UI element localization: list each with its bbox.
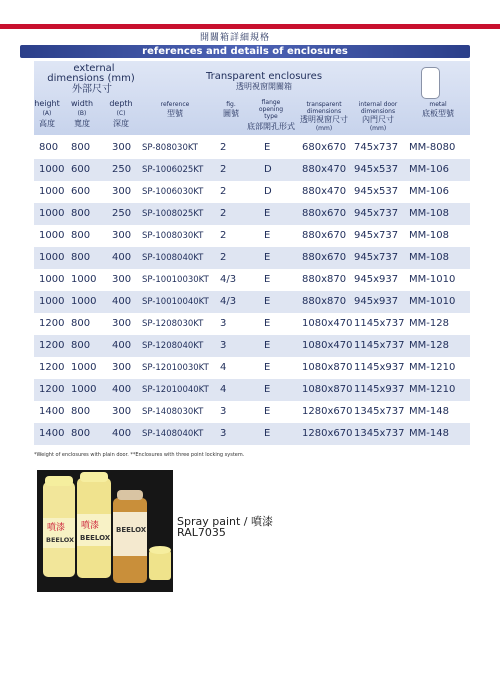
cell-internal-door-dimensions: 945x937 <box>354 274 399 285</box>
cell-depth: 300 <box>112 274 132 285</box>
header-depth: depth <box>109 99 133 108</box>
cell-reference: SP-1208040KT <box>142 341 204 351</box>
table-row <box>34 423 470 445</box>
cell-transparent-dimensions: 1280x670 <box>302 406 353 417</box>
can2-cn: 噴漆 <box>81 521 100 531</box>
table-row <box>34 269 470 291</box>
table-row <box>34 291 470 313</box>
can1-brand: BEELOX <box>46 536 75 544</box>
cell-depth: 300 <box>112 362 132 373</box>
header-height-code: (A) <box>42 110 52 117</box>
table-row <box>34 357 470 379</box>
header-internal-mm: (mm) <box>369 125 387 132</box>
cell-metal-plate: MM-8080 <box>409 142 456 153</box>
cell-depth: 400 <box>112 384 132 395</box>
cell-fig: 4/3 <box>220 274 237 285</box>
header-external: external <box>73 63 115 74</box>
cell-width: 800 <box>71 252 91 263</box>
cell-width: 800 <box>71 318 91 329</box>
cell-fig: 2 <box>220 230 227 241</box>
table-row <box>34 401 470 423</box>
cell-width: 1000 <box>71 274 97 285</box>
cell-flange-type: D <box>264 186 272 197</box>
header-metal: metal <box>429 101 447 108</box>
cell-width: 800 <box>71 406 91 417</box>
cell-flange-type: E <box>264 362 271 373</box>
header-fig-cn: 圖號 <box>223 109 239 118</box>
cell-fig: 3 <box>220 318 227 329</box>
cell-depth: 300 <box>112 142 132 153</box>
cell-metal-plate: MM-108 <box>409 230 449 241</box>
cell-depth: 300 <box>112 406 132 417</box>
cell-internal-door-dimensions: 945x537 <box>354 164 399 175</box>
cell-depth: 400 <box>112 252 132 263</box>
cell-transparent-dimensions: 1080x470 <box>302 318 353 329</box>
cell-flange-type: E <box>264 230 271 241</box>
cell-height: 1000 <box>39 230 65 241</box>
cell-transparent-dimensions: 680x670 <box>302 142 347 153</box>
cell-reference: SP-808030KT <box>142 143 198 153</box>
cell-metal-plate: MM-106 <box>409 164 449 175</box>
cell-reference: SP-1008025KT <box>142 209 204 219</box>
cell-internal-door-dimensions: 945x737 <box>354 208 399 219</box>
cell-metal-plate: MM-106 <box>409 186 449 197</box>
cell-reference: SP-10010040KT <box>142 297 209 307</box>
cell-reference: SP-1408040KT <box>142 429 204 439</box>
cell-depth: 300 <box>112 186 132 197</box>
cell-transparent-dimensions: 1080x870 <box>302 384 353 395</box>
cell-internal-door-dimensions: 1145x737 <box>354 318 405 329</box>
cell-transparent-dimensions: 1280x670 <box>302 428 353 439</box>
cell-height: 1200 <box>39 340 65 351</box>
cell-flange-type: E <box>264 318 271 329</box>
cell-transparent-dimensions: 880x870 <box>302 296 347 307</box>
spray-paint-label: Spray paint / 噴漆 <box>177 515 273 528</box>
cell-metal-plate: MM-1010 <box>409 274 456 285</box>
cell-metal-plate: MM-148 <box>409 428 449 439</box>
cell-internal-door-dimensions: 745x737 <box>354 142 399 153</box>
cell-width: 800 <box>71 428 91 439</box>
cell-flange-type: E <box>264 296 271 307</box>
cell-reference: SP-10010030KT <box>142 275 209 285</box>
cell-width: 800 <box>71 340 91 351</box>
cell-depth: 300 <box>112 230 132 241</box>
table-row <box>34 137 470 159</box>
cell-fig: 2 <box>220 142 227 153</box>
cell-flange-type: E <box>264 274 271 285</box>
cell-width: 600 <box>71 186 91 197</box>
title-english: references and details of enclosures <box>142 46 348 57</box>
header-flange-opening: flange opening <box>258 99 284 113</box>
header-depth-cn: 深度 <box>113 119 129 128</box>
ral-code: RAL7035 <box>177 526 226 539</box>
cell-metal-plate: MM-1010 <box>409 296 456 307</box>
header-transparent-dimensions-cn: 透明視窗尺寸 <box>300 115 348 124</box>
header-external-cn: 外部尺寸 <box>72 84 112 95</box>
cell-transparent-dimensions: 880x470 <box>302 164 347 175</box>
cell-metal-plate: MM-108 <box>409 252 449 263</box>
cell-height: 800 <box>39 142 59 153</box>
table-row <box>34 181 470 203</box>
cell-internal-door-dimensions: 1145x937 <box>354 384 405 395</box>
header-width-code: (B) <box>77 110 87 117</box>
cell-depth: 400 <box>112 340 132 351</box>
header-height: height <box>34 99 60 108</box>
header-reference-cn: 型號 <box>167 109 183 118</box>
header-transparent-dimensions: transparent dimensions <box>306 101 342 115</box>
cell-transparent-dimensions: 880x670 <box>302 230 347 241</box>
header-width-cn: 寬度 <box>74 119 90 128</box>
spray-cans-illustration <box>37 470 173 592</box>
cell-width: 1000 <box>71 384 97 395</box>
header-metal-cn: 底板型號 <box>422 109 454 118</box>
cell-transparent-dimensions: 880x670 <box>302 252 347 263</box>
table-row <box>34 313 470 335</box>
cell-width: 800 <box>71 230 91 241</box>
cell-width: 800 <box>71 208 91 219</box>
cell-metal-plate: MM-1210 <box>409 384 456 395</box>
cell-height: 1200 <box>39 384 65 395</box>
title-band <box>20 45 470 58</box>
table-row <box>34 379 470 401</box>
header-transparent-mm: (mm) <box>315 125 333 132</box>
header-transparent-enclosures: Transparent enclosures <box>205 71 323 82</box>
cell-width: 600 <box>71 164 91 175</box>
cell-internal-door-dimensions: 945x937 <box>354 296 399 307</box>
cell-internal-door-dimensions: 1145x737 <box>354 340 405 351</box>
cell-height: 1000 <box>39 252 65 263</box>
cell-height: 1000 <box>39 296 65 307</box>
table-row <box>34 225 470 247</box>
header-width: width <box>70 99 94 108</box>
header-internal-door-cn: 內門尺寸 <box>362 115 394 124</box>
cell-reference: SP-1006030KT <box>142 187 204 197</box>
cell-fig: 2 <box>220 252 227 263</box>
table-row <box>34 335 470 357</box>
cell-internal-door-dimensions: 1145x937 <box>354 362 405 373</box>
cell-fig: 3 <box>220 428 227 439</box>
cell-depth: 300 <box>112 318 132 329</box>
cell-fig: 3 <box>220 406 227 417</box>
cell-transparent-dimensions: 1080x870 <box>302 362 353 373</box>
footnote: *Weight of enclosures with plain door. **Enclosures with three point locking system. <box>34 452 245 458</box>
header-dimensions-mm: dimensions (mm) <box>47 73 135 84</box>
table-row <box>34 203 470 225</box>
cell-fig: 4/3 <box>220 296 237 307</box>
cell-internal-door-dimensions: 945x737 <box>354 252 399 263</box>
cell-internal-door-dimensions: 1345x737 <box>354 428 405 439</box>
cell-height: 1200 <box>39 362 65 373</box>
cell-width: 800 <box>71 142 91 153</box>
cell-reference: SP-1208030KT <box>142 319 204 329</box>
cell-fig: 3 <box>220 340 227 351</box>
cell-reference: SP-1006025KT <box>142 165 204 175</box>
cell-flange-type: E <box>264 428 271 439</box>
cell-height: 1000 <box>39 164 65 175</box>
cell-fig: 4 <box>220 362 227 373</box>
cell-depth: 250 <box>112 164 132 175</box>
cell-flange-type: E <box>264 208 271 219</box>
cell-depth: 400 <box>112 428 132 439</box>
header-flange-cn: 底部開孔形式 <box>247 122 295 131</box>
cell-height: 1000 <box>39 274 65 285</box>
header-flange-type: type <box>264 113 278 120</box>
cell-reference: SP-1408030KT <box>142 407 204 417</box>
cell-transparent-dimensions: 880x670 <box>302 208 347 219</box>
can2-brand: BEELOX <box>80 534 111 542</box>
cell-metal-plate: MM-148 <box>409 406 449 417</box>
cell-reference: SP-1008030KT <box>142 231 204 241</box>
cell-depth: 400 <box>112 296 132 307</box>
cell-reference: SP-12010040KT <box>142 385 209 395</box>
header-depth-code: (C) <box>116 110 126 117</box>
cell-flange-type: D <box>264 164 272 175</box>
header-fig: fig. <box>226 101 236 108</box>
cell-internal-door-dimensions: 1345x737 <box>354 406 405 417</box>
cell-width: 1000 <box>71 362 97 373</box>
cell-fig: 2 <box>220 186 227 197</box>
cell-height: 1000 <box>39 186 65 197</box>
mounting-plate-icon <box>421 67 440 99</box>
header-transparent-enclosures-cn: 透明視窗開關箱 <box>236 82 292 91</box>
table-row <box>34 159 470 181</box>
cell-transparent-dimensions: 880x470 <box>302 186 347 197</box>
cell-width: 1000 <box>71 296 97 307</box>
can3-brand: BEELOX <box>116 526 147 534</box>
cell-fig: 2 <box>220 164 227 175</box>
cell-metal-plate: MM-128 <box>409 318 449 329</box>
cell-height: 1000 <box>39 208 65 219</box>
header-height-cn: 高度 <box>39 119 55 128</box>
cell-metal-plate: MM-128 <box>409 340 449 351</box>
spray-paint-photo <box>37 470 173 592</box>
cell-height: 1400 <box>39 428 65 439</box>
table-header <box>34 61 470 135</box>
title-chinese: 開關箱詳細規格 <box>199 33 270 43</box>
header-internal-door: internal door dimensions <box>358 101 398 115</box>
top-accent-strip <box>0 24 500 29</box>
cell-height: 1400 <box>39 406 65 417</box>
table-row <box>34 247 470 269</box>
spec-table-body <box>34 137 470 445</box>
cell-reference: SP-1008040KT <box>142 253 204 263</box>
cell-depth: 250 <box>112 208 132 219</box>
cell-flange-type: E <box>264 406 271 417</box>
cell-transparent-dimensions: 1080x470 <box>302 340 353 351</box>
cell-flange-type: E <box>264 340 271 351</box>
cell-fig: 4 <box>220 384 227 395</box>
cell-flange-type: E <box>264 252 271 263</box>
cell-metal-plate: MM-108 <box>409 208 449 219</box>
cell-transparent-dimensions: 880x870 <box>302 274 347 285</box>
cell-metal-plate: MM-1210 <box>409 362 456 373</box>
can1-cn: 噴漆 <box>47 523 66 533</box>
cell-internal-door-dimensions: 945x537 <box>354 186 399 197</box>
cell-flange-type: E <box>264 384 271 395</box>
cell-reference: SP-12010030KT <box>142 363 209 373</box>
cell-height: 1200 <box>39 318 65 329</box>
header-reference: reference <box>160 101 190 108</box>
cell-fig: 2 <box>220 208 227 219</box>
cell-flange-type: E <box>264 142 271 153</box>
cell-internal-door-dimensions: 945x737 <box>354 230 399 241</box>
